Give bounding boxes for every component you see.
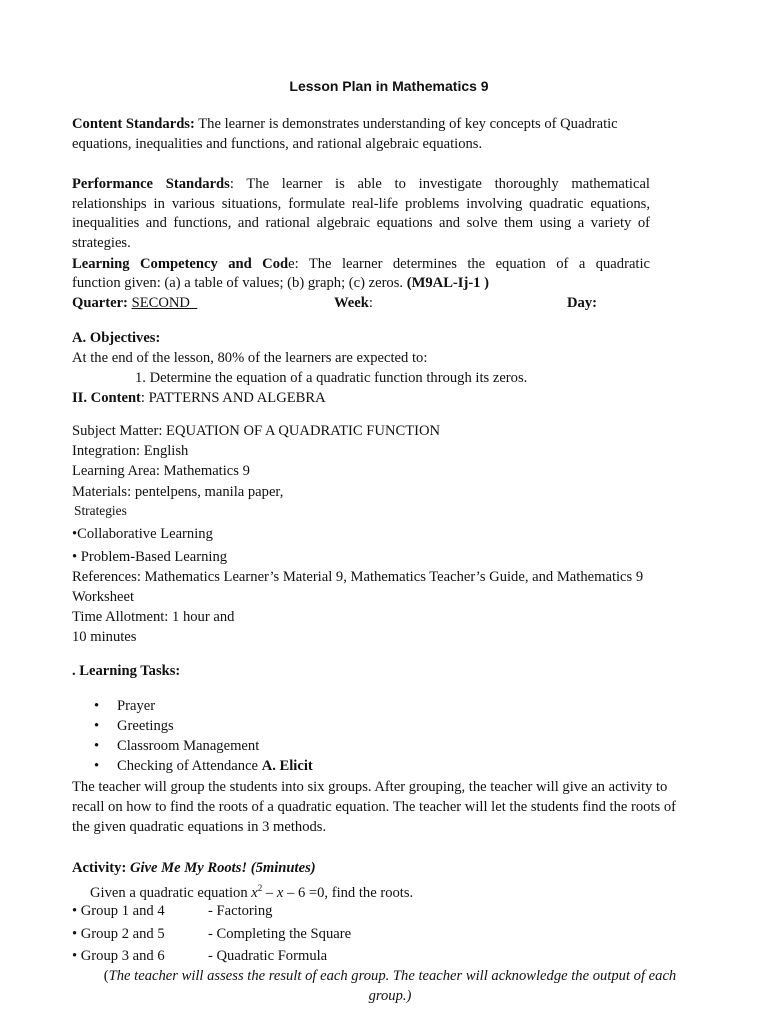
quarter-label: Quarter: bbox=[72, 295, 128, 311]
page-title: Lesson Plan in Mathematics 9 bbox=[289, 78, 489, 94]
subject-matter: Subject Matter: EQUATION OF A QUADRATIC FUNCTION bbox=[72, 423, 441, 439]
learning-area: Learning Area: Mathematics 9 bbox=[72, 463, 250, 479]
teacher-note-line2: group.) bbox=[368, 988, 412, 1004]
paragraph-line1: The teacher will group the students into six groups. After grouping, the teacher will give an activity to bbox=[72, 779, 668, 795]
time-allotment-line1: Time Allotment: 1 hour and bbox=[72, 609, 235, 625]
task-item: Classroom Management bbox=[117, 738, 260, 754]
learning-tasks-heading: . Learning Tasks: bbox=[72, 663, 181, 679]
content-label: II. Content bbox=[72, 390, 141, 406]
content-standards-line1: Content Standards: The learner is demonstrates understanding of key concepts of Quadratic bbox=[72, 116, 618, 132]
group-label: • Group 1 and 4 bbox=[72, 903, 165, 919]
performance-standards-line2: relationships in various situations, formulate real-life problems involving quadratic equations, bbox=[72, 196, 650, 212]
strategies-heading: Strategies bbox=[74, 503, 127, 518]
group-method: - Quadratic Formula bbox=[208, 948, 328, 964]
integration: Integration: English bbox=[72, 443, 189, 459]
performance-standards-line3: inequalities and functions, and rational algebraic equations and solve them using a variety of bbox=[72, 215, 650, 231]
materials: Materials: pentelpens, manila paper, bbox=[72, 484, 284, 500]
objectives-intro: At the end of the lesson, 80% of the learners are expected to: bbox=[72, 350, 428, 366]
activity-label: Activity: bbox=[72, 860, 130, 876]
bullet-icon: • bbox=[94, 698, 100, 714]
quarter-field bbox=[72, 293, 197, 313]
week-field: Week: bbox=[334, 295, 373, 311]
elicit-heading: A. Elicit bbox=[261, 758, 313, 774]
performance-standards-line4: strategies. bbox=[72, 235, 131, 251]
strategy-item: • Problem-Based Learning bbox=[72, 549, 228, 565]
group-method: - Factoring bbox=[208, 903, 273, 919]
week-label: Week bbox=[334, 295, 369, 311]
content-line: II. Content: PATTERNS AND ALGEBRA bbox=[72, 390, 326, 406]
time-allotment-line2: 10 minutes bbox=[72, 629, 137, 645]
content-standards-label: Content Standards: bbox=[72, 116, 195, 132]
bullet-icon: • bbox=[94, 718, 100, 734]
learning-competency-line1: Learning Competency and Code: The learner determines the equation of a quadratic bbox=[72, 256, 651, 272]
content-standards-line2: equations, inequalities and functions, and rational algebraic equations. bbox=[72, 136, 483, 152]
teacher-note-line1: (The teacher will assess the result of each group. The teacher will acknowledge the output of each bbox=[103, 968, 677, 984]
competency-code: (M9AL-Ij-1 ) bbox=[406, 275, 489, 291]
activity-name: Give Me My Roots! (5minutes) bbox=[129, 860, 316, 876]
learning-competency-label: Learning Competency and Cod bbox=[72, 256, 289, 272]
performance-standards-line1: Performance Standards: The learner is able to investigate thoroughly mathematical bbox=[72, 176, 650, 192]
learning-competency-line2: function given: (a) a table of values; (b) graph; (c) zeros. (M9AL-Ij-1 ) bbox=[72, 275, 489, 291]
task-item: Checking of Attendance A. Elicit bbox=[117, 758, 313, 774]
bullet-icon: • bbox=[94, 758, 100, 774]
strategy-item: •Collaborative Learning bbox=[72, 526, 213, 542]
paragraph-line3: the given quadratic equations in 3 methods. bbox=[72, 819, 327, 835]
group-label: • Group 3 and 6 bbox=[72, 948, 165, 964]
quarter-value: SECOND bbox=[131, 295, 190, 311]
group-label: • Group 2 and 5 bbox=[72, 926, 165, 942]
bullet-icon: • bbox=[94, 738, 100, 754]
references-line1: References: Mathematics Learner’s Material 9, Mathematics Teacher’s Guide, and Mathematics 9 bbox=[72, 569, 644, 585]
group-method: - Completing the Square bbox=[208, 926, 352, 942]
objectives-heading: A. Objectives: bbox=[72, 330, 161, 346]
performance-standards-label: Performance Standards bbox=[72, 176, 230, 192]
day-label: Day: bbox=[567, 295, 597, 311]
objective-item: 1. Determine the equation of a quadratic function through its zeros. bbox=[135, 370, 528, 386]
activity-heading bbox=[72, 858, 316, 878]
references-line2: Worksheet bbox=[72, 589, 135, 605]
task-item: Prayer bbox=[117, 698, 156, 714]
paragraph-line2: recall on how to find the roots of a quadratic equation. The teacher will let the students find the roots of bbox=[72, 799, 676, 815]
task-item: Greetings bbox=[117, 718, 174, 734]
activity-prompt: Given a quadratic equation $x^2 - x - 6 =0$, find the roots. bbox=[90, 883, 414, 901]
